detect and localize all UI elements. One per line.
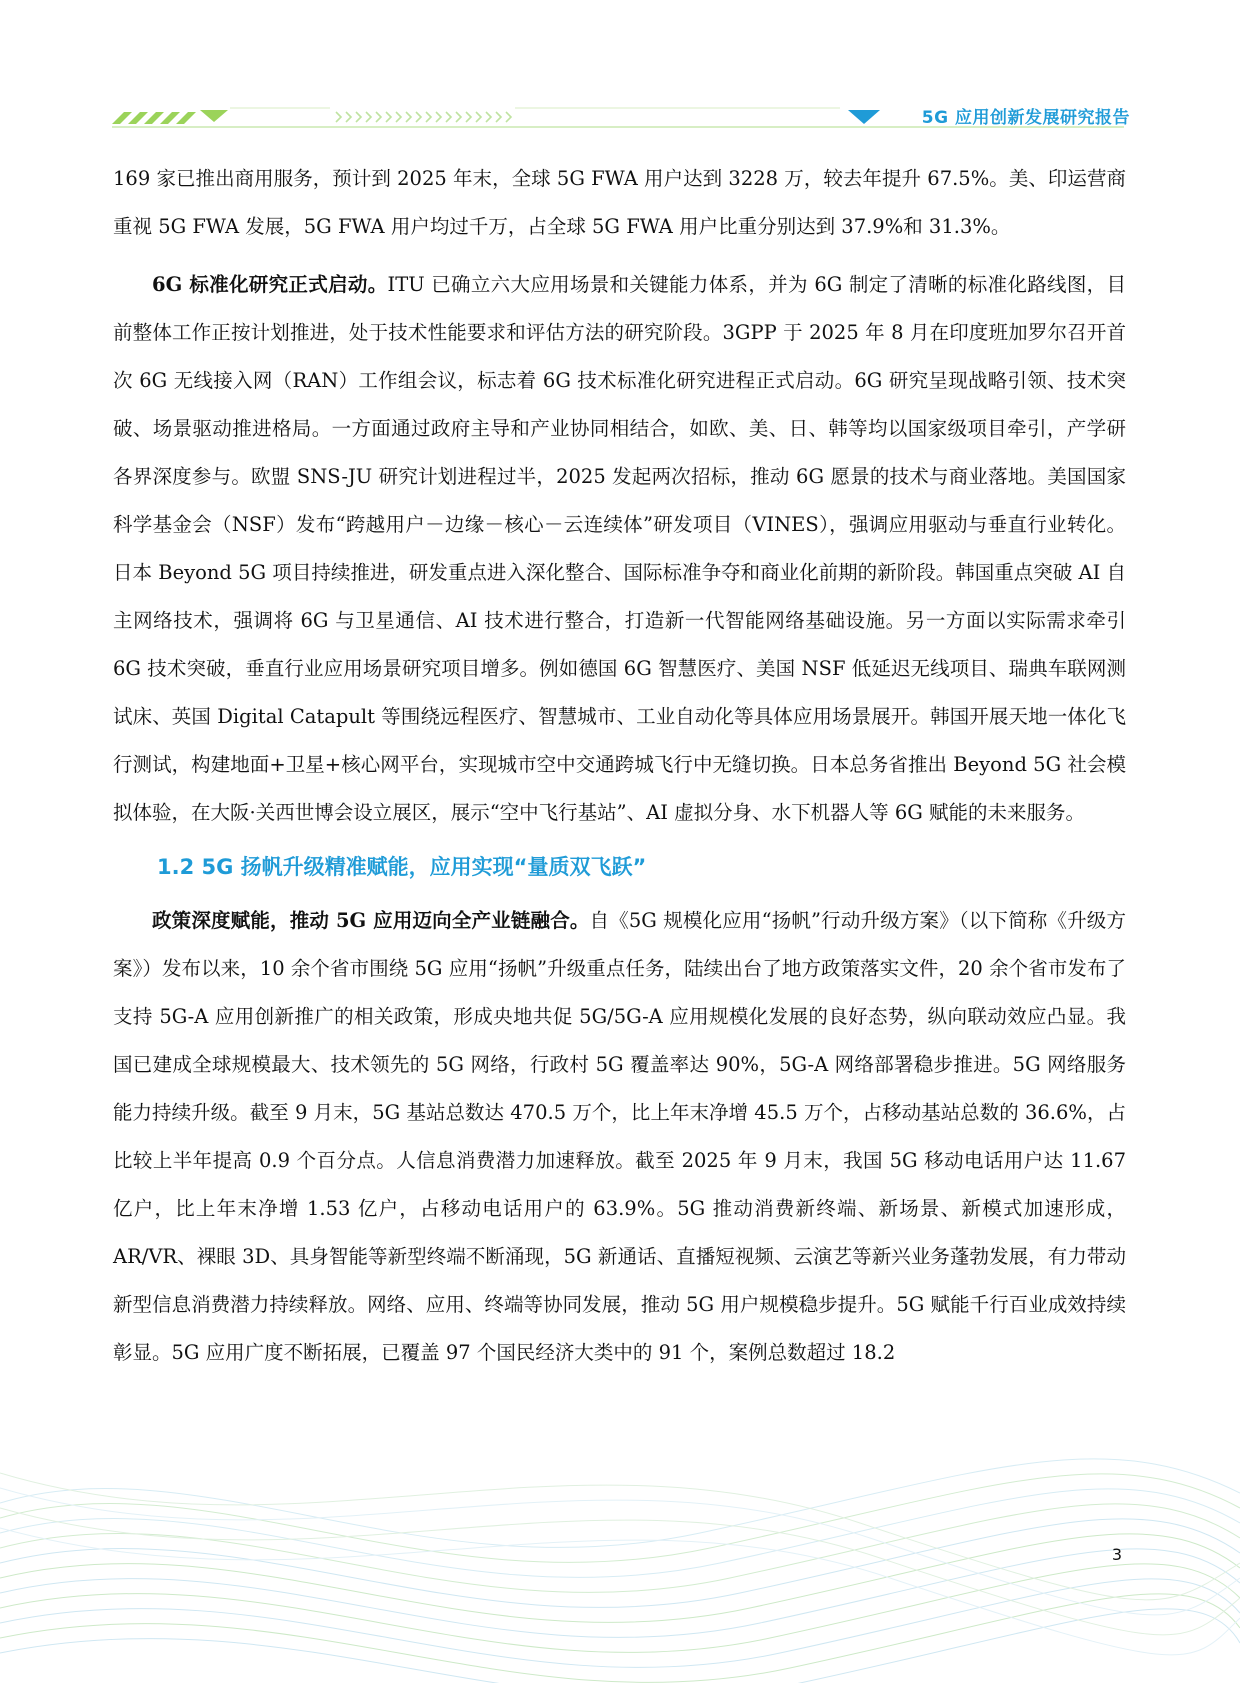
footer-wave-decoration [0, 1383, 1240, 1683]
report-title: 5G 应用创新发展研究报告 [921, 108, 1130, 128]
green-stripes-decoration [112, 112, 196, 124]
paragraph-text: ITU 已确立六大应用场景和关键能力体系，并为 6G 制定了清晰的标准化路线图，目前整体工作正按计划推进，处于技术性能要求和评估方法的研究阶段。3GPP 于 2025 年 8 月在印度班加罗尔召开首次 6G 无线接入网（RAN）工作组会议，标志着 6G 技术标准化研究进程正式启动。6G 研究呈现战略引领、技术突破、场景驱动推进格局。一方面通过政府主导和产业协同相结合，如欧、美、日、韩等均以国家级项目牵引，产学研各界深度参与。欧盟 SNS-JU 研究计划进程过半，2025 发起两次招标，推动 6G 愿景的技术与商业落地。美国国家科学基金会（NSF）发布“跨越用户－边缘－核心－云连续体”研发项目（VINES），强调应用驱动与垂直行业转化。日本 Beyond 5G 项目持续推进，研发重点进入深化整合、国际标准争夺和商业化前期的新阶段。韩国重点突破 AI 自主网络技术，强调将 6G 与卫星通信、AI 技术进行整合，打造新一代智能网络基础设施。另一方面以实际需求牵引 6G 技术突破，垂直行业应用场景研究项目增多。例如德国 6G 智慧医疗、美国 NSF 低延迟无线项目、瑞典车联网测试床、英国 Digital Catapult 等围绕远程医疗、智慧城市、工业自动化等具体应用场景展开。韩国开展天地一体化飞行测试，构建地面+卫星+核心网平台，实现城市空中交通跨城飞行中无缝切换。日本总务省推出 Beyond 5G 社会模拟体验，在大阪·关西世博会设立展区，展示“空中飞行基站”、AI 虚拟分身、水下机器人等 6G 赋能的未来服务。 [113, 273, 1126, 824]
paragraph-lead: 6G 标准化研究正式启动。 [152, 273, 388, 296]
section-heading: 1.2 5G 扬帆升级精准赋能，应用实现“量质双飞跃” [157, 855, 647, 879]
paragraph-6g-standardization [113, 261, 1126, 837]
green-triangle-decoration [200, 110, 228, 122]
paragraph-text: 自《5G 规模化应用“扬帆”行动升级方案》（以下简称《升级方案》）发布以来，10 余个省市围绕 5G 应用“扬帆”升级重点任务，陆续出台了地方政策落实文件，20 余个省市发布了支持 5G-A 应用创新推广的相关政策，形成央地共促 5G/5G-A 应用规模化发展的良好态势，纵向联动效应凸显。我国已建成全球规模最大、技术领先的 5G 网络，行政村 5G 覆盖率达 90%，5G-A 网络部署稳步推进。5G 网络服务能力持续升级。截至 9 月末，5G 基站总数达 470.5 万个，比上年末净增 45.5 万个，占移动基站总数的 36.6%，占比较上半年提高 0.9 个百分点。人信息消费潜力加速释放。截至 2025 年 9 月末，我国 5G 移动电话用户达 11.67 亿户，比上年末净增 1.53 亿户，占移动电话用户的 63.9%。5G 推动消费新终端、新场景、新模式加速形成，AR/VR、裸眼 3D、具身智能等新型终端不断涌现，5G 新通话、直播短视频、云演艺等新兴业务蓬勃发展，有力带动新型信息消费潜力持续释放。网络、应用、终端等协同发展，推动 5G 用户规模稳步提升。5G 赋能千行百业成效持续彰显。5G 应用广度不断拓展，已覆盖 97 个国民经济大类中的 91 个，案例总数超过 18.2 [113, 909, 1126, 1364]
paragraph-fwa: 169 家已推出商用服务，预计到 2025 年末，全球 5G FWA 用户达到 3228 万，较去年提升 67.5%。美、印运营商重视 5G FWA 发展，5G FWA 用户均过千万，占全球 5G FWA 用户比重分别达到 37.9%和 31.3%。 [113, 167, 1126, 238]
chevrons-decoration [336, 112, 511, 122]
paragraph-lead: 政策深度赋能，推动 5G 应用迈向全产业链融合。 [152, 909, 590, 932]
page-content [113, 155, 1126, 1377]
paragraph-policy [113, 897, 1126, 1377]
blue-triangle-decoration [848, 110, 880, 124]
page-number: 3 [1111, 1545, 1122, 1564]
page-header [0, 0, 1240, 150]
